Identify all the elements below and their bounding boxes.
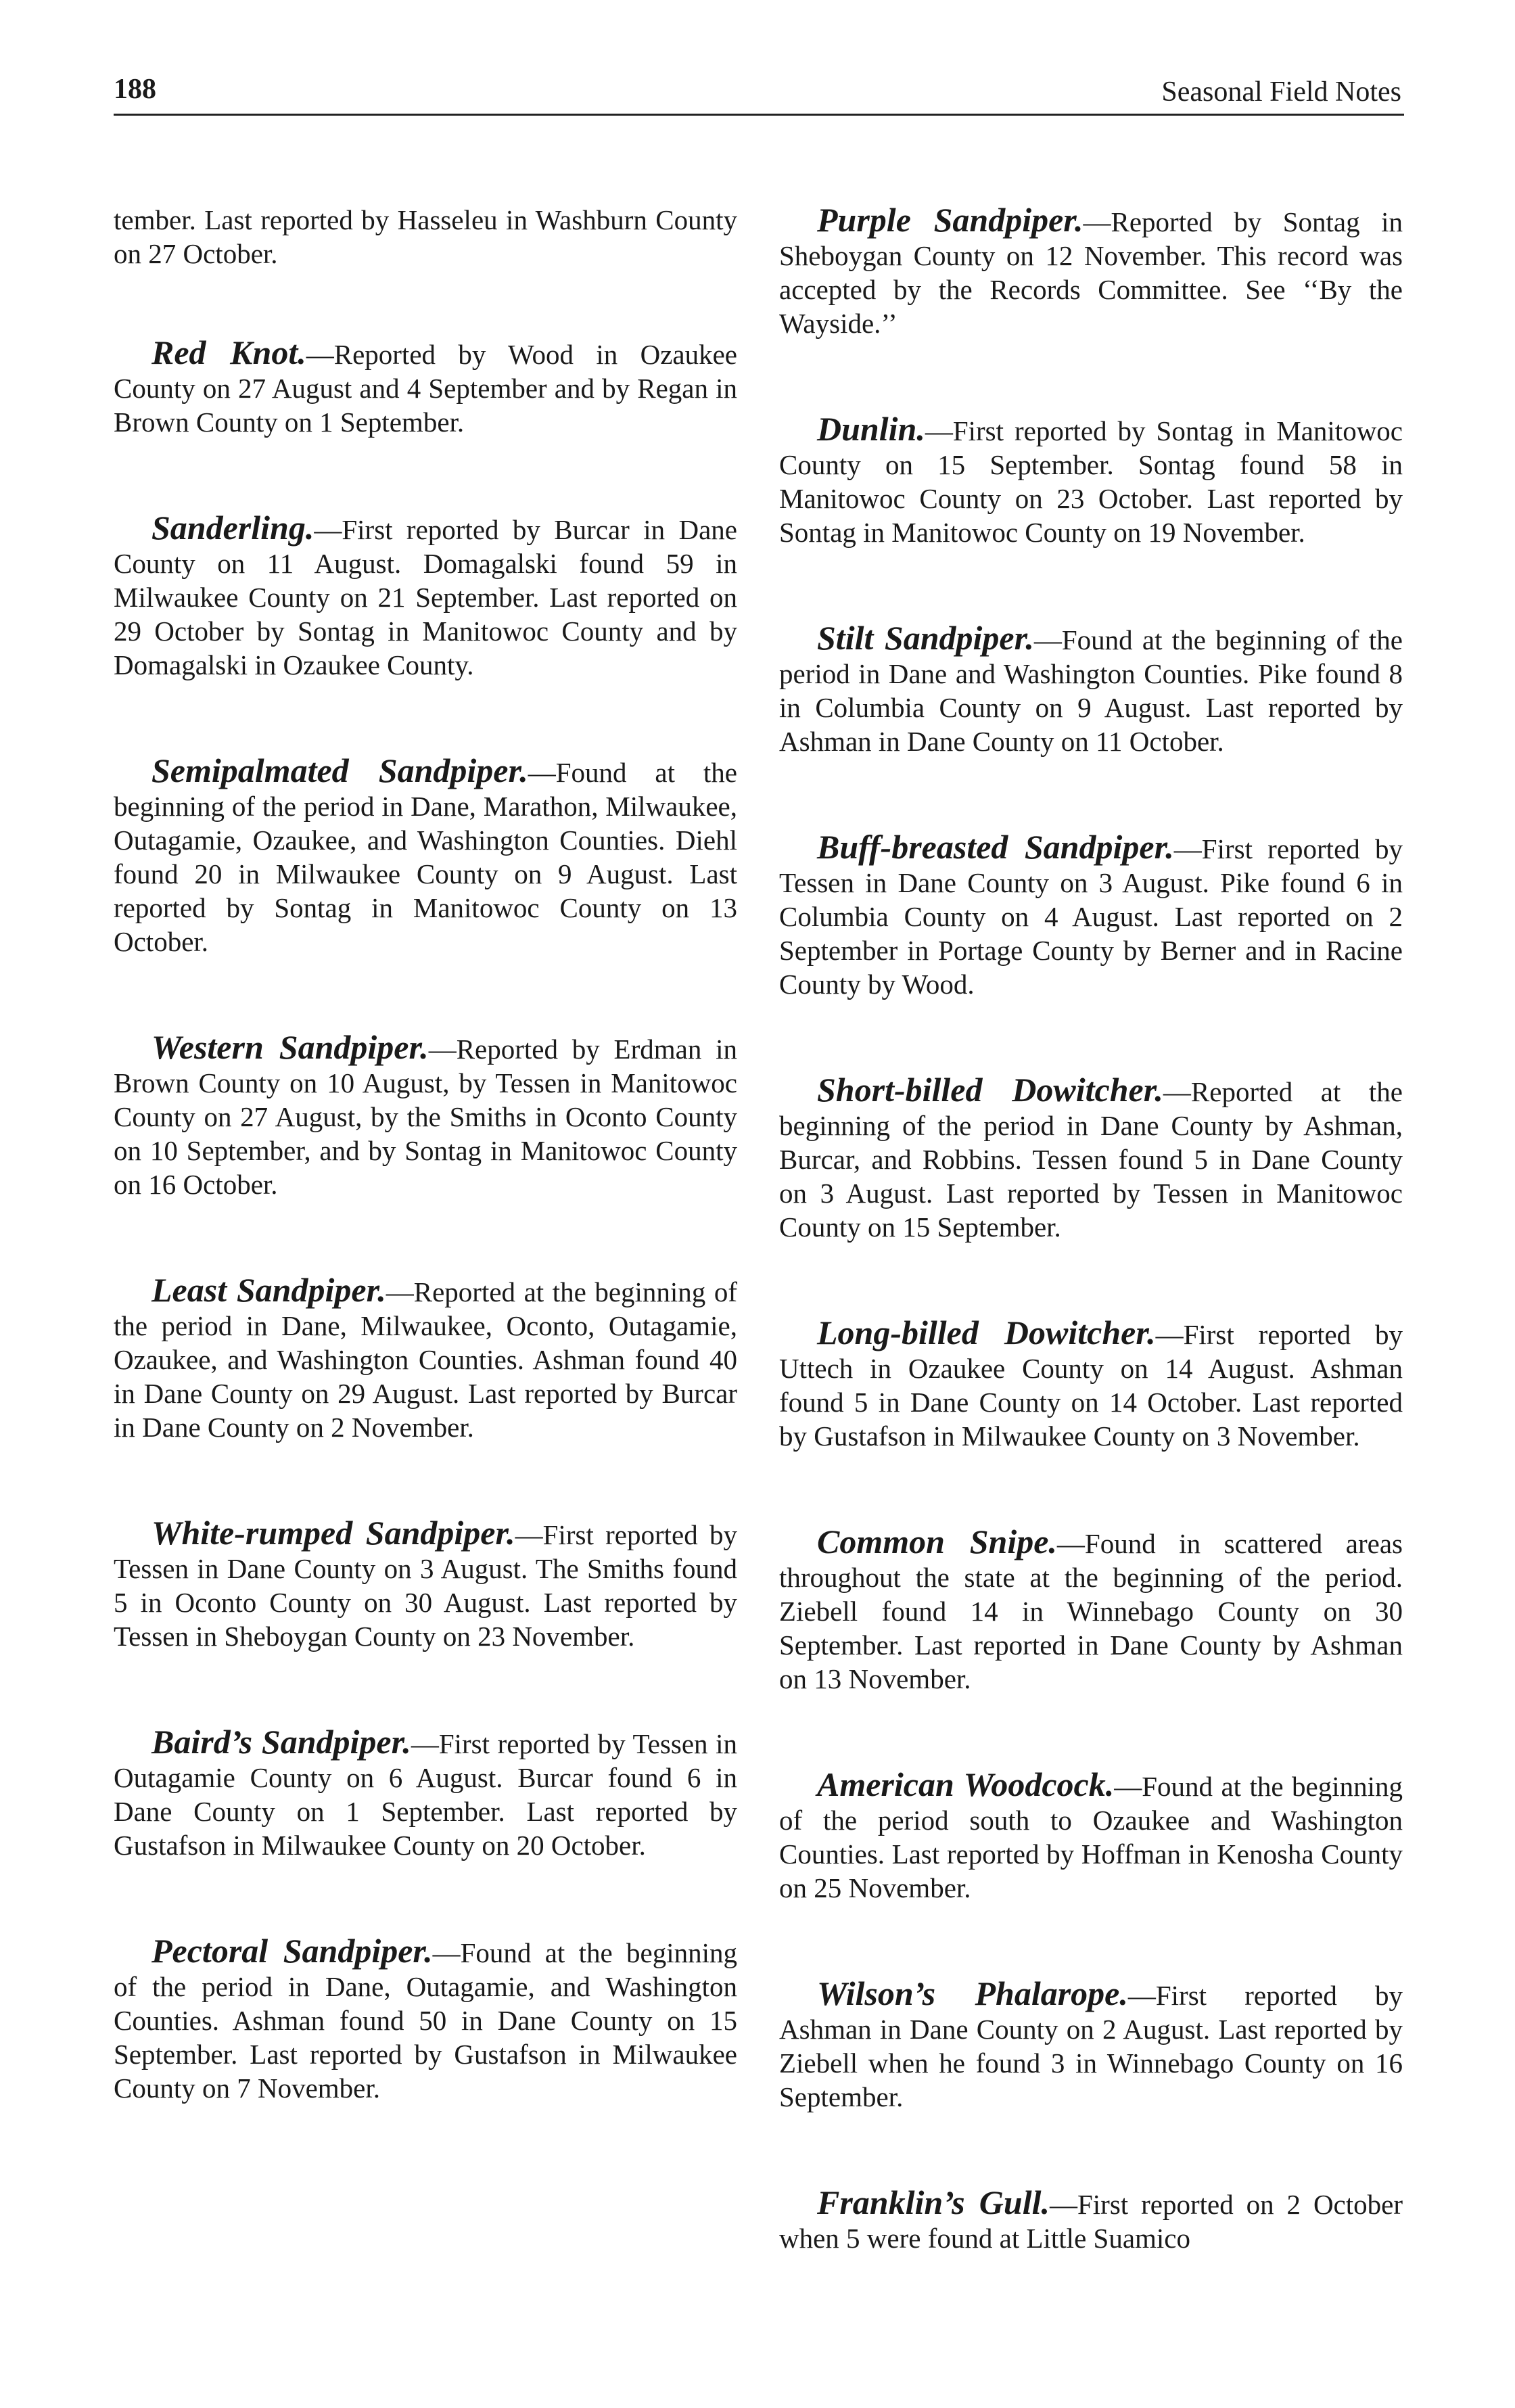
species-name: White-rumped Sandpiper. — [152, 1514, 515, 1552]
species-name: Least Sandpiper. — [152, 1271, 386, 1309]
species-name: Sanderling. — [152, 509, 314, 547]
species-entry — [779, 1316, 1403, 1453]
entry-text: —Found at the beginning of the period in Dane and Washington Counties. Pike found 8 in Columbia County on 9 August. Last reported by Ashman in Dane County on 11 October. — [779, 624, 1403, 757]
entry-text: —Found in scattered areas throughout the state at the beginning of the period. Ziebell found 14 in Winnebago County on 30 September. Last reported in Dane County by Ashman on 13 November. — [779, 1528, 1403, 1694]
species-name: Red Knot. — [152, 333, 306, 371]
species-name: Wilson’s Phalarope. — [817, 1974, 1128, 2012]
species-name: Buff-breasted Sandpiper. — [817, 828, 1174, 866]
page-number: 188 — [114, 74, 156, 105]
entry-text: —First reported on 2 October when 5 were found at Little Suamico — [779, 2189, 1403, 2254]
species-entry — [779, 203, 1403, 340]
species-name: Western Sandpiper. — [152, 1028, 429, 1066]
entry-text: —First reported by Burcar in Dane County on 11 August. Domagalski found 59 in Milwaukee County on 21 September. Last reported on 29 October by Sontag in Manitowoc County and by Domagalski in Ozaukee County. — [114, 514, 737, 680]
species-entry — [114, 203, 737, 271]
header-rule — [114, 114, 1404, 116]
species-entry — [779, 1767, 1403, 1905]
species-entry — [114, 1030, 737, 1201]
entry-text: —First reported by Tessen in Dane County on 3 August. The Smiths found 5 in Oconto County on 30 August. Last reported by Tessen in Sheboygan County on 23 November. — [114, 1519, 738, 1652]
entry-text: —Reported at the beginning of the period in Dane, Milwaukee, Oconto, Outagamie, Ozaukee, and Washington Counties. Ashman found 40 in Dane County on 29 August. Last reported by Burcar in Dane County on 2 November. — [114, 1276, 737, 1443]
species-name: Purple Sandpiper. — [817, 201, 1083, 239]
species-entry — [114, 1273, 737, 1444]
species-entry — [114, 335, 737, 439]
entry-text: —First reported by Ashman in Dane County on 2 August. Last reported by Ziebell when he found 3 in Winnebago County on 16 September. — [779, 1980, 1403, 2112]
entry-text: —Found at the beginning of the period in Dane, Marathon, Milwaukee, Outagamie, Ozaukee, and Washington Counties. Diehl found 20 in Milwaukee County on 9 August. Last reported by Sontag in Manitowoc County on 13 October. — [114, 757, 737, 957]
species-entry — [779, 1976, 1403, 2114]
species-entry — [114, 1516, 737, 1653]
species-entry — [779, 621, 1403, 758]
species-name: Stilt Sandpiper. — [817, 619, 1034, 657]
entry-text: —Found at the beginning of the period in Dane, Outagamie, and Washington Counties. Ashman found 50 in Dane County on 15 September. Last reported by Gustafson in Milwaukee County on 7 November. — [114, 1937, 737, 2104]
species-entry — [779, 1073, 1403, 1244]
entry-text: —Reported at the beginning of the period in Dane County by Ashman, Burcar, and Robbins. Tessen found 5 in Dane County on 3 August. Last reported by Tessen in Manitowoc County on 15 September. — [779, 1076, 1403, 1243]
species-name: Common Snipe. — [817, 1523, 1057, 1560]
entry-text: —Reported by Wood in Ozaukee County on 27 August and 4 September and by Regan in Brown County on 1 September. — [114, 339, 737, 438]
species-name: American Woodcock. — [817, 1765, 1115, 1803]
entry-text: —Reported by Erdman in Brown County on 10 August, by Tessen in Manitowoc County on 27 August, by the Smiths in Oconto County on 10 September, and by Sontag in Manitowoc County on 16 October. — [114, 1034, 737, 1200]
species-entry — [779, 2185, 1403, 2255]
entry-text: tember. Last reported by Hasseleu in Washburn County on 27 October. — [114, 204, 737, 269]
species-entry — [114, 511, 737, 682]
species-entry — [779, 412, 1403, 549]
entry-text: —First reported by Uttech in Ozaukee County on 14 August. Ashman found 5 in Dane County on 14 October. Last reported by Gustafson in Milwaukee County on 3 November. — [779, 1319, 1403, 1452]
right-column — [779, 203, 1403, 2327]
species-name: Pectoral Sandpiper. — [152, 1932, 433, 1970]
entry-text: —Reported by Sontag in Sheboygan County on 12 November. This record was accepted by the Records Committee. See ‘‘By the Wayside.’’ — [779, 206, 1403, 339]
species-name: Short-billed Dowitcher. — [817, 1071, 1163, 1109]
running-head: Seasonal Field Notes — [1161, 76, 1401, 108]
species-name: Long-billed Dowitcher. — [817, 1314, 1156, 1351]
left-column — [114, 203, 737, 2177]
species-entry — [114, 1934, 737, 2105]
species-name: Dunlin. — [817, 410, 925, 448]
species-entry — [114, 751, 737, 958]
species-name: Semipalmated Sandpiper. — [152, 751, 528, 789]
entry-text: —First reported by Tessen in Dane County on 3 August. Pike found 6 in Columbia County on 4 August. Last reported on 2 September in Portage County by Berner and in Racine County by Wood. — [779, 833, 1403, 1000]
species-entry — [779, 830, 1403, 1001]
entry-text: —First reported by Sontag in Manitowoc County on 15 September. Sontag found 58 in Manitowoc County on 23 October. Last reported by Sontag in Manitowoc County on 19 November. — [779, 415, 1403, 548]
species-name: Baird’s Sandpiper. — [152, 1723, 411, 1761]
species-entry — [114, 1725, 737, 1862]
entry-text: —Found at the beginning of the period south to Ozaukee and Washington Counties. Last reported by Hoffman in Kenosha County on 25 November. — [779, 1771, 1403, 1903]
entry-text: —First reported by Tessen in Outagamie County on 6 August. Burcar found 6 in Dane County on 1 September. Last reported by Gustafson in Milwaukee County on 20 October. — [114, 1728, 737, 1861]
species-name: Franklin’s Gull. — [817, 2183, 1050, 2221]
species-entry — [779, 1525, 1403, 1696]
